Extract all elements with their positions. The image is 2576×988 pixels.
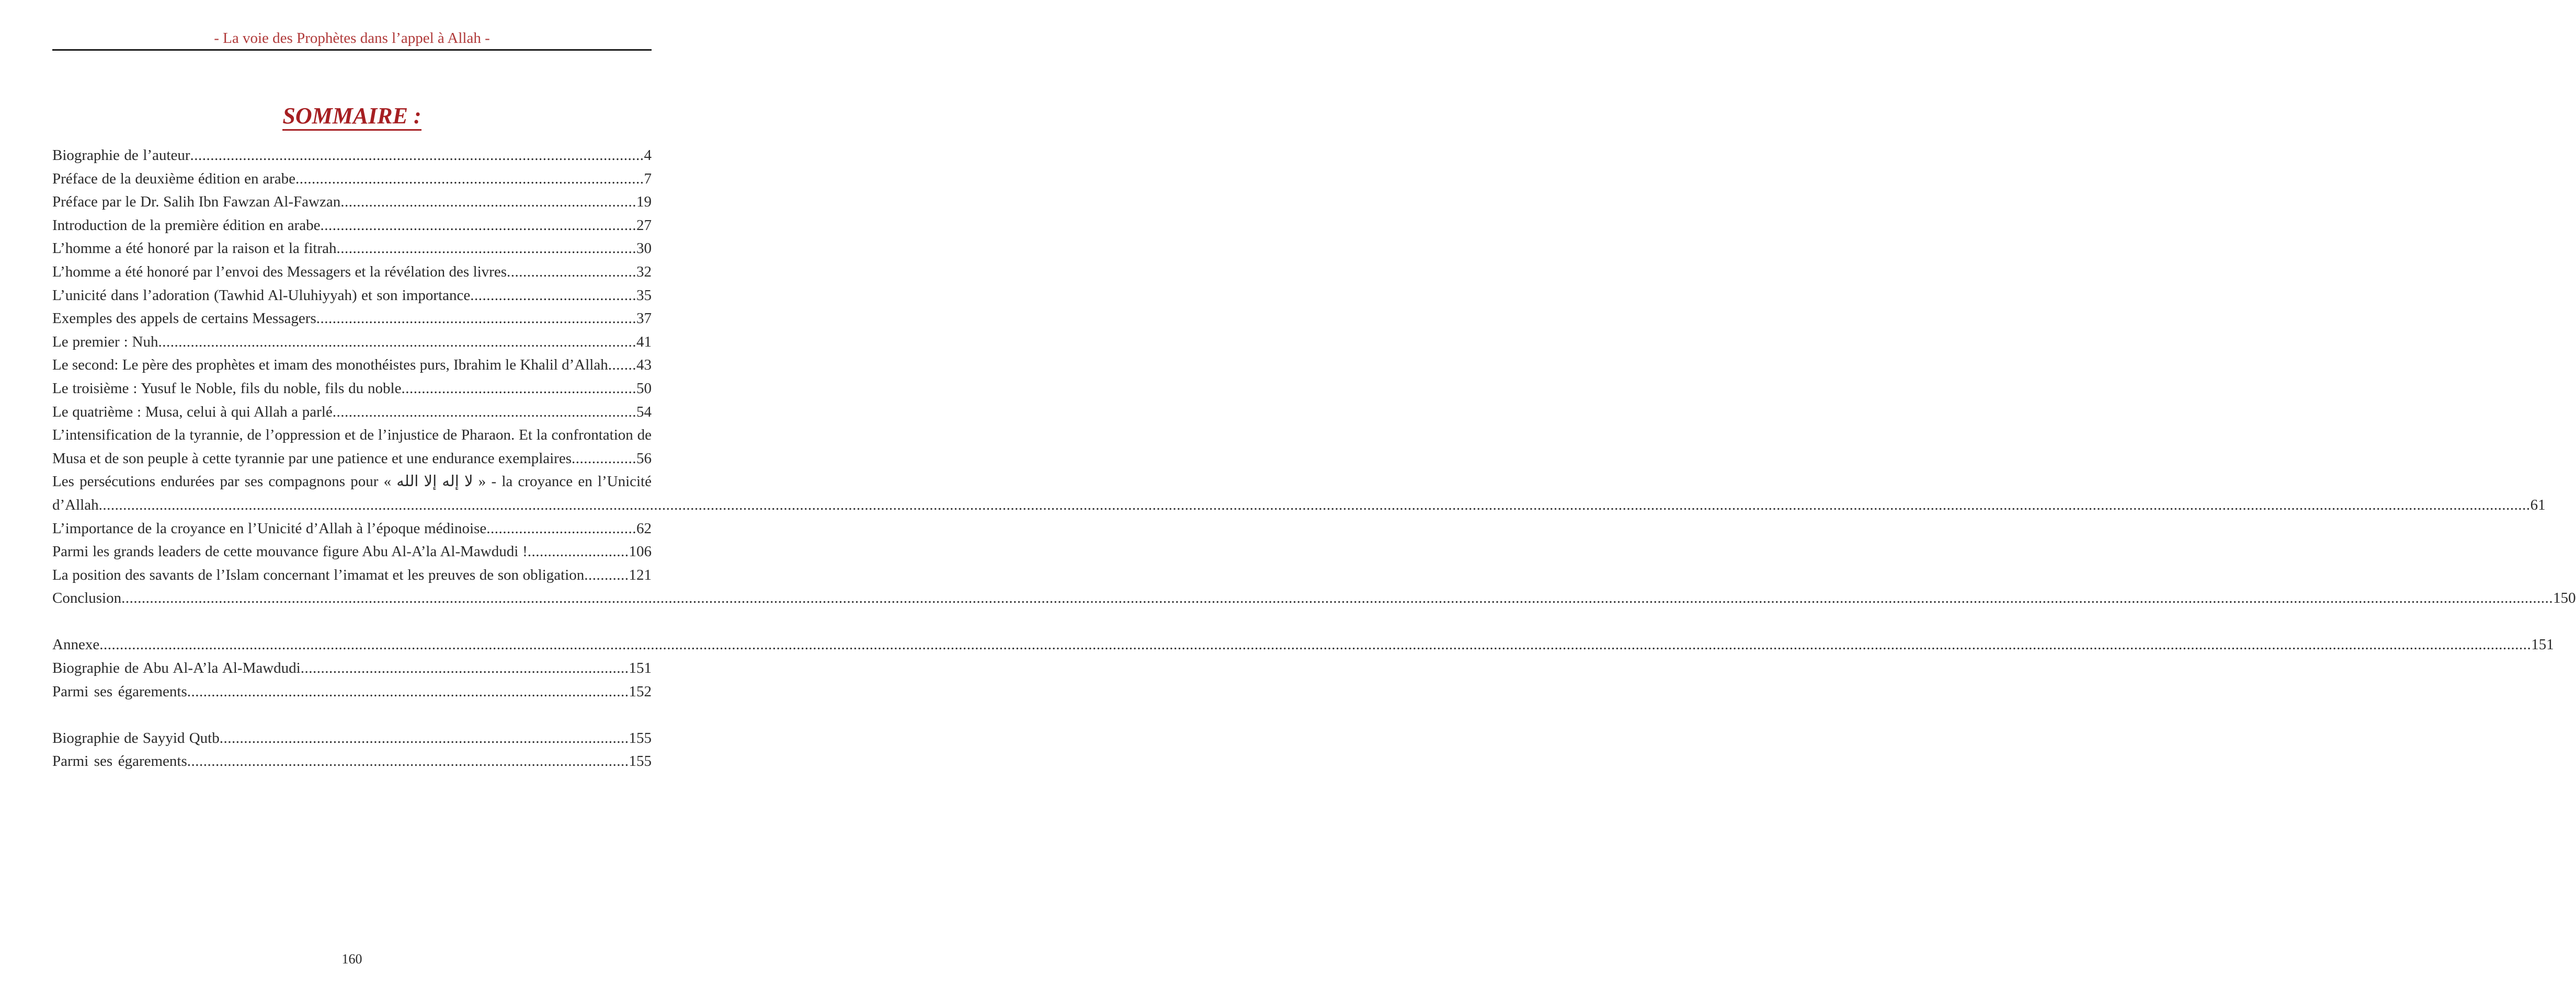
toc-entry-title: Biographie de l’auteur xyxy=(52,147,190,164)
toc-entry[interactable] xyxy=(52,167,652,191)
toc-entry[interactable] xyxy=(52,540,652,564)
toc-entry-title: La position des savants de l’Islam concernant l’imamat et les preuves de son obligation xyxy=(52,566,585,583)
toc-entry[interactable] xyxy=(52,237,652,260)
toc-entry-title: Le second: Le père des prophètes et imam des monothéistes purs, Ibrahim le Khalil d’Allah xyxy=(52,357,608,374)
toc-entry-title: Le premier : Nuh xyxy=(52,333,158,350)
toc-entry[interactable] xyxy=(52,633,2554,657)
toc-entry-title: Parmi ses égarements xyxy=(52,683,187,700)
toc-entry-page: 35 xyxy=(636,286,652,304)
toc-leader-dots: ........................................................................................................................................................................................................................................................................................................................................................................................................................................................................................................................................................................................................................ xyxy=(98,496,2531,513)
toc-entry[interactable] xyxy=(52,284,652,307)
toc-entry-page: 155 xyxy=(629,753,652,770)
toc-entry-title: L’homme a été honoré par la raison et la fitrah xyxy=(52,240,337,257)
toc-entry[interactable] xyxy=(52,400,652,424)
toc-entry-page: 50 xyxy=(636,380,652,397)
toc-leader-dots: ...................................................................................... xyxy=(295,170,644,187)
toc-entry[interactable] xyxy=(52,657,652,680)
toc-entry-page: 106 xyxy=(629,543,652,560)
toc-entry-title: Les persécutions endurées par ses compagnons pour « لا إله إلا الله » - la croyance en l’Unicité d’Allah xyxy=(52,473,652,513)
toc-entry-title: Préface par le Dr. Salih Ibn Fawzan Al-Fawzan xyxy=(52,193,341,211)
toc-heading-wrapper xyxy=(52,100,652,137)
toc-entry-title: L’homme a été honoré par l’envoi des Messagers et la révélation des livres xyxy=(52,263,507,280)
toc-entry-page: 150 xyxy=(2553,590,2576,607)
toc-entry[interactable] xyxy=(52,144,652,167)
toc-entry-page: 30 xyxy=(636,240,652,257)
toc-leader-dots: ..................................... xyxy=(486,520,636,537)
toc-entry[interactable] xyxy=(52,517,652,541)
toc-entry-page: 41 xyxy=(636,333,652,350)
toc-leader-dots: ..................................................................................................... xyxy=(219,729,629,746)
toc-leader-dots: ................................................................................. xyxy=(300,660,629,677)
toc-leader-dots: ................................................................................................................ xyxy=(190,147,644,164)
toc-entry-title: L’importance de la croyance en l’Unicité d’Allah à l’époque médinoise xyxy=(52,520,487,537)
toc-entry[interactable] xyxy=(52,377,652,400)
header-rule xyxy=(52,49,652,51)
toc-entry-page: 152 xyxy=(629,683,652,700)
toc-leader-dots: ................................ xyxy=(507,263,636,280)
toc-qutb-section xyxy=(52,727,652,773)
toc-entry-page: 27 xyxy=(636,216,652,234)
toc-entry-page: 54 xyxy=(636,403,652,420)
toc-entry-page: 121 xyxy=(629,566,652,583)
toc-main-section xyxy=(52,144,2576,610)
toc-entry[interactable] xyxy=(52,353,652,377)
toc-entry-page: 151 xyxy=(2531,636,2554,653)
toc-entry-title: Introduction de la première édition en arabe xyxy=(52,216,321,234)
toc-leader-dots: ............................................................................... xyxy=(316,310,636,327)
toc-leader-dots: .......................................................... xyxy=(401,380,636,397)
toc-entry[interactable] xyxy=(52,750,652,773)
toc-leader-dots: ......................... xyxy=(527,543,629,560)
toc-entry-title: Préface de la deuxième édition en arabe xyxy=(52,170,295,187)
toc-entry-title: Biographie de Sayyid Qutb xyxy=(52,729,220,746)
toc-entry-title: Parmi les grands leaders de cette mouvance figure Abu Al-A’la Al-Mawdudi ! xyxy=(52,543,528,560)
toc-leader-dots: ........................................................................................................................................................................................................................................................................................................................................................................................................................................................................................................................................................................................................................ xyxy=(121,590,2554,607)
toc-entry-page: 62 xyxy=(636,520,652,537)
toc-entry[interactable] xyxy=(52,190,652,214)
toc-entry-page: 61 xyxy=(2530,496,2546,513)
toc-leader-dots: .............................................................................. xyxy=(320,216,636,234)
toc-entry[interactable] xyxy=(52,307,652,330)
toc-entry[interactable] xyxy=(52,680,652,704)
toc-entry[interactable] xyxy=(52,727,652,750)
toc-entry-title: Le quatrième : Musa, celui à qui Allah a parlé xyxy=(52,403,333,420)
toc-entry-page: 43 xyxy=(636,357,652,374)
table-of-contents xyxy=(52,144,2576,773)
toc-entry-page: 56 xyxy=(636,450,652,467)
toc-entry-page: 155 xyxy=(629,729,652,746)
toc-entry[interactable] xyxy=(52,214,652,237)
section-gap xyxy=(52,610,652,634)
toc-leader-dots: ........................................................................................................................................................................................................................................................................................................................................................................................................................................................................................................................................................................................................................ xyxy=(99,636,2532,653)
toc-leader-dots: ............................................................................................................. xyxy=(187,683,629,700)
toc-entry-page: 32 xyxy=(636,263,652,280)
toc-entry-title: L’intensification de la tyrannie, de l’oppression et de l’injustice de Pharaon. Et la confrontation de Musa et de son peuple à cette tyrannie par une patience et une endurance exemplaires xyxy=(52,427,652,467)
toc-leader-dots: ......................................... xyxy=(470,286,636,304)
toc-entry[interactable] xyxy=(52,470,2546,516)
toc-entry-page: 19 xyxy=(636,193,652,211)
toc-entry[interactable] xyxy=(52,330,652,354)
toc-entry-title: L’unicité dans l’adoration (Tawhid Al-Uluhiyyah) et son importance xyxy=(52,286,471,304)
toc-entry-title: Conclusion xyxy=(52,590,122,607)
toc-leader-dots: ........................................................................... xyxy=(332,403,636,420)
toc-heading: SOMMAIRE : xyxy=(282,103,421,131)
page-number: 160 xyxy=(341,951,362,967)
toc-entry-title: Le troisième : Yusuf le Noble, fils du noble, fils du noble xyxy=(52,380,402,397)
toc-leader-dots: ........... xyxy=(584,566,629,583)
section-gap xyxy=(52,703,652,727)
toc-entry[interactable] xyxy=(52,423,652,470)
toc-entry[interactable] xyxy=(52,587,2576,610)
toc-leader-dots: ............................................................................................................. xyxy=(187,753,629,770)
toc-entry[interactable] xyxy=(52,260,652,284)
toc-entry-page: 4 xyxy=(644,147,652,164)
toc-leader-dots: ................ xyxy=(572,450,636,467)
toc-entry-page: 151 xyxy=(629,660,652,677)
toc-leader-dots: ....... xyxy=(608,357,636,374)
toc-entry-page: 37 xyxy=(636,310,652,327)
running-head: - La voie des Prophètes dans l’appel à Allah - xyxy=(214,30,490,47)
toc-entry-title: Annexe xyxy=(52,636,100,653)
toc-entry[interactable] xyxy=(52,564,652,587)
toc-entry-title: Parmi ses égarements xyxy=(52,753,187,770)
toc-entry-title: Exemples des appels de certains Messagers xyxy=(52,310,316,327)
toc-leader-dots: .......................................................................... xyxy=(336,240,636,257)
toc-entry-page: 7 xyxy=(644,170,652,187)
toc-entry-title: Biographie de Abu Al-A’la Al-Mawdudi xyxy=(52,660,301,677)
toc-leader-dots: ...................................................................................................................... xyxy=(158,333,636,350)
toc-leader-dots: ......................................................................... xyxy=(340,193,636,211)
toc-annex-section xyxy=(52,633,2554,703)
